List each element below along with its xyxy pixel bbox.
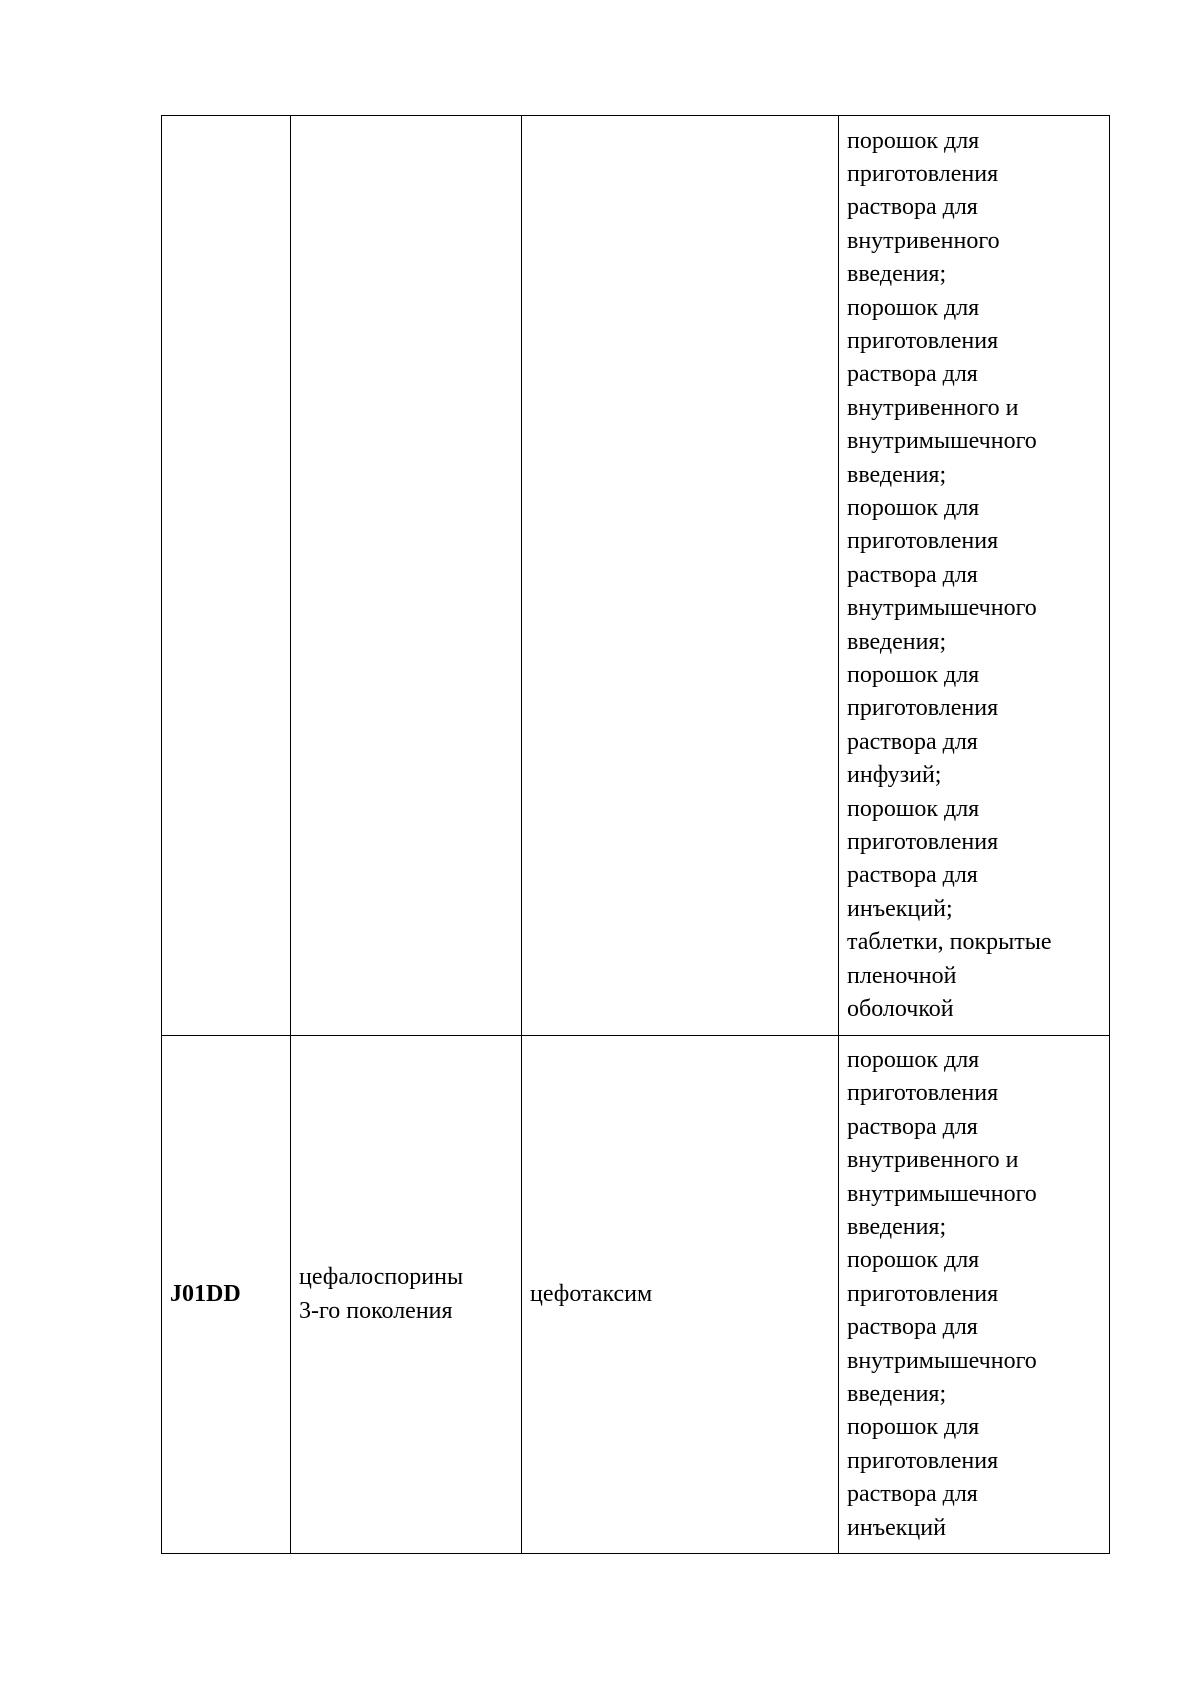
atc-code-cell <box>162 116 291 1036</box>
dosage-form-line: приготовления <box>847 160 999 187</box>
anatomical-group-cell <box>291 1036 522 1554</box>
dosage-form-line: приготовления <box>847 829 999 856</box>
group-name-line: 3-го поколения <box>299 1297 453 1324</box>
dosage-form-line: раствора для <box>847 862 978 889</box>
drug-name-cell <box>522 116 839 1036</box>
dosage-forms-cell <box>839 116 1110 1036</box>
dosage-form-line: оболочкой <box>847 996 954 1023</box>
dosage-form-line: инъекций; <box>847 895 953 922</box>
dosage-form-line: инъекций <box>847 1514 946 1541</box>
dosage-form-line: инфузий; <box>847 762 942 789</box>
medication-table <box>161 115 1110 1554</box>
dosage-form-line: внутривенного и <box>847 394 1019 421</box>
table-row <box>162 116 1110 1036</box>
dosage-form-line: порошок для <box>847 1046 980 1073</box>
dosage-form-line: приготовления <box>847 327 999 354</box>
dosage-form-line: внутримышечного <box>847 595 1037 622</box>
dosage-form-line: порошок для <box>847 795 980 822</box>
dosage-form-line: порошок для <box>847 294 980 321</box>
dosage-form-line: пленочной <box>847 962 957 989</box>
dosage-form-line: внутримышечного <box>847 1180 1037 1207</box>
dosage-form-line: введения; <box>847 1213 947 1240</box>
dosage-form-line: порошок для <box>847 662 980 689</box>
dosage-form-line: раствора для <box>847 1113 978 1140</box>
dosage-form-line: раствора для <box>847 1481 978 1508</box>
dosage-form-line: введения; <box>847 628 947 655</box>
dosage-form-line: раствора для <box>847 561 978 588</box>
group-name-line: цефалоспорины <box>299 1264 464 1291</box>
table-row <box>162 1036 1110 1554</box>
dosage-form-line: внутривенного и <box>847 1147 1019 1174</box>
dosage-forms-cell <box>839 1036 1110 1554</box>
dosage-form-line: внутримышечного <box>847 428 1037 455</box>
drug-name-cell: цефотаксим <box>522 1036 839 1554</box>
dosage-form-line: порошок для <box>847 494 980 521</box>
dosage-form-line: приготовления <box>847 1080 999 1107</box>
dosage-form-line: приготовления <box>847 695 999 722</box>
anatomical-group-cell <box>291 116 522 1036</box>
dosage-form-line: введения; <box>847 1381 947 1408</box>
dosage-form-line: приготовления <box>847 1447 999 1474</box>
dosage-form-line: приготовления <box>847 1280 999 1307</box>
dosage-form-line: раствора для <box>847 728 978 755</box>
atc-code-cell: J01DD <box>162 1036 291 1554</box>
dosage-form-line: раствора для <box>847 194 978 221</box>
dosage-form-line: порошок для <box>847 1247 980 1274</box>
dosage-form-line: порошок для <box>847 127 980 154</box>
dosage-form-line: внутривенного <box>847 227 1000 254</box>
dosage-form-line: внутримышечного <box>847 1347 1037 1374</box>
dosage-form-line: таблетки, покрытые <box>847 929 1052 956</box>
dosage-form-line: введения; <box>847 261 947 288</box>
dosage-form-line: приготовления <box>847 528 999 555</box>
dosage-form-line: раствора для <box>847 1314 978 1341</box>
dosage-form-line: введения; <box>847 461 947 488</box>
dosage-form-line: раствора для <box>847 361 978 388</box>
dosage-form-line: порошок для <box>847 1414 980 1441</box>
